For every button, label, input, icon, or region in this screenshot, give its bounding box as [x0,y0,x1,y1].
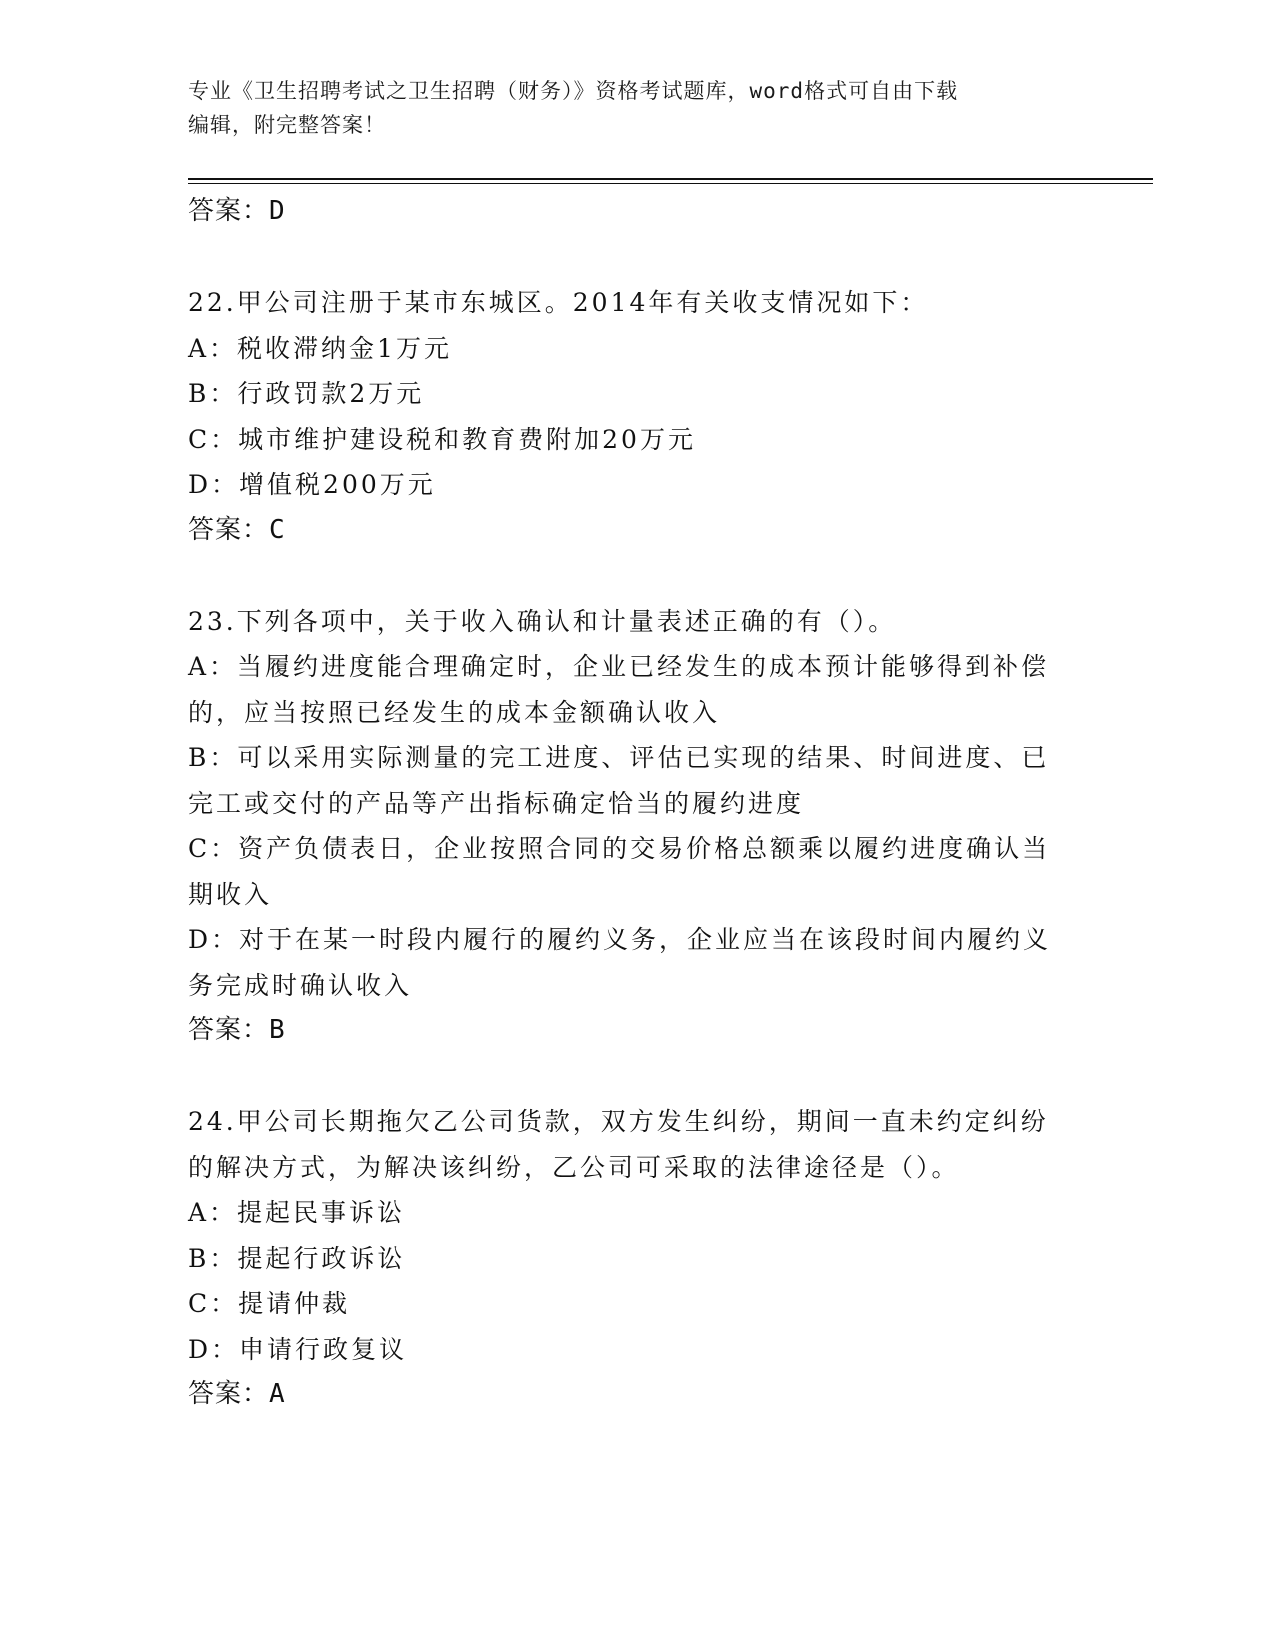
option-c: C：城市维护建设税和教育费附加20万元 [188,424,696,454]
option-a: A：提起民事诉讼 [188,1198,406,1227]
spacer [188,235,1068,281]
option-b: B：提起行政诉讼 [188,1243,406,1273]
spacer [188,1054,1068,1100]
option-a: A：税收滞纳金1万元 [188,333,452,363]
option-c-line-1: C：资产负债表日，企业按照合同的交易价格总额乘以履约进度确认当 [188,834,1051,863]
answer-q23: 答案：B [188,1015,286,1045]
option-a-line-2: 的，应当按照已经发生的成本金额确认收入 [188,697,721,727]
option-b-line-2: 完工或交付的产品等产出指标确定恰当的履约进度 [188,788,805,818]
question-stem: 23.下列各项中，关于收入确认和计量表述正确的有（）。 [188,606,897,636]
question-stem-line-2: 的解决方式，为解决该纠纷，乙公司可采取的法律途径是（）。 [188,1152,960,1182]
option-b: B：行政罚款2万元 [188,379,425,408]
spacer [188,553,1068,599]
page-header [188,74,1068,142]
option-d-line-2: 务完成时确认收入 [188,970,413,1000]
question-stem-line-1: 24.甲公司长期拖欠乙公司货款，双方发生纠纷，期间一直未约定纠纷 [188,1107,1049,1136]
answer-q24: 答案：A [188,1379,286,1409]
option-d-line-1: D：对于在某一时段内履行的履约义务，企业应当在该段时间内履约义 [188,925,1052,954]
header-line-2: 编辑，附完整答案！ [188,113,386,137]
question-22 [188,280,1068,553]
question-content [188,189,1068,1418]
header-rule-thick [188,178,1153,180]
question-stem: 22.甲公司注册于某市东城区。2014年有关收支情况如下： [188,288,929,317]
option-d: D：增值税200万元 [188,470,436,499]
header-rule-thin [188,183,1153,184]
answer-q21: 答案：D [188,196,286,226]
option-d: D：申请行政复议 [188,1334,408,1364]
answer-q22: 答案：C [188,514,286,545]
header-line-1: 专业《卫生招聘考试之卫生招聘（财务）》资格考试题库，word格式可自由下载 [188,79,959,103]
option-a-line-1: A：当履约进度能合理确定时，企业已经发生的成本预计能够得到补偿 [188,652,1050,681]
question-24 [188,1099,1068,1418]
question-23 [188,599,1068,1054]
option-c: C：提请仲裁 [188,1289,351,1318]
option-b-line-1: B：可以采用实际测量的完工进度、评估已实现的结果、时间进度、已 [188,743,1050,772]
option-c-line-2: 期收入 [188,879,273,909]
